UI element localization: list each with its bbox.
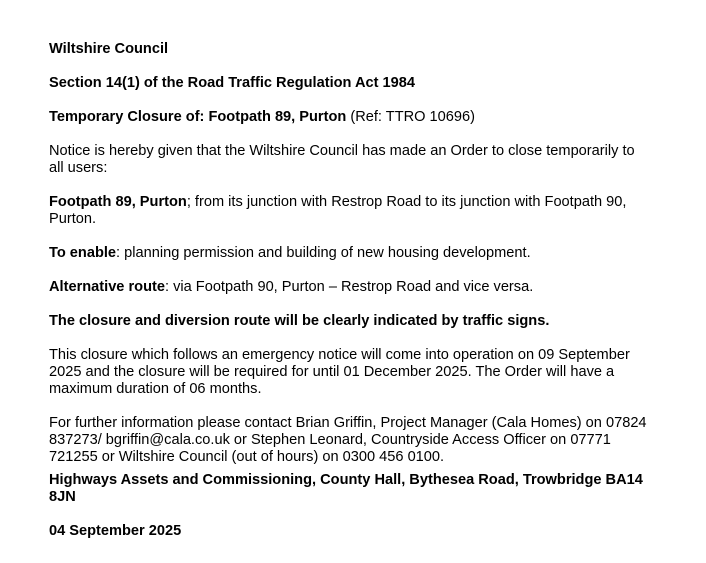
contact-paragraph: For further information please contact Brian Griffin, Project Manager (Cala Homes) on 07824 837273/ bgriffin@cala.co.uk or Stephen Leonard, Countryside Access Officer on 07771 721255 or Wiltshire Council (out of hours) on 0300 456 0100. [49, 415, 647, 465]
operation-paragraph: This closure which follows an emergency notice will come into operation on 09 September 2025 and the closure will be required for until 01 December 2025. The Order will have a maximum duration of 06 months. [49, 347, 630, 397]
act-section: Section 14(1) of the Road Traffic Regulation Act 1984 [49, 75, 415, 91]
closure-heading [49, 109, 649, 126]
alternative-route-label: Alternative route [49, 279, 165, 295]
alternative-route-text: : via Footpath 90, Purton – Restrop Road and vice versa. [164, 279, 534, 295]
intro-paragraph: Notice is hereby given that the Wiltshire Council has made an Order to close temporarily to all users: [49, 143, 635, 176]
notice-date: 04 September 2025 [49, 523, 182, 539]
location-name: Footpath 89, Purton [49, 194, 187, 210]
act-heading [49, 75, 649, 92]
location-paragraph [49, 194, 649, 228]
signs-text: The closure and diversion route will be clearly indicated by traffic signs. [49, 313, 550, 329]
purpose-text: : planning permission and building of new housing development. [116, 245, 531, 261]
council-name: Wiltshire Council [49, 41, 169, 57]
council-heading [49, 41, 649, 58]
purpose-paragraph [49, 245, 649, 262]
location-detail: ; from its junction with Restrop Road to its junction with Footpath 90, Purton. [49, 194, 627, 227]
address-paragraph [49, 472, 649, 506]
purpose-label: To enable [49, 245, 117, 261]
notice-document [49, 41, 649, 557]
closure-ref: (Ref: TTRO 10696) [346, 109, 475, 125]
alternative-route-paragraph [49, 279, 649, 296]
closure-label: Temporary Closure of: Footpath 89, Purton [49, 109, 347, 125]
signs-paragraph [49, 313, 649, 330]
address-text: Highways Assets and Commissioning, County Hall, Bythesea Road, Trowbridge BA14 8JN [49, 472, 643, 505]
date-paragraph [49, 523, 649, 540]
